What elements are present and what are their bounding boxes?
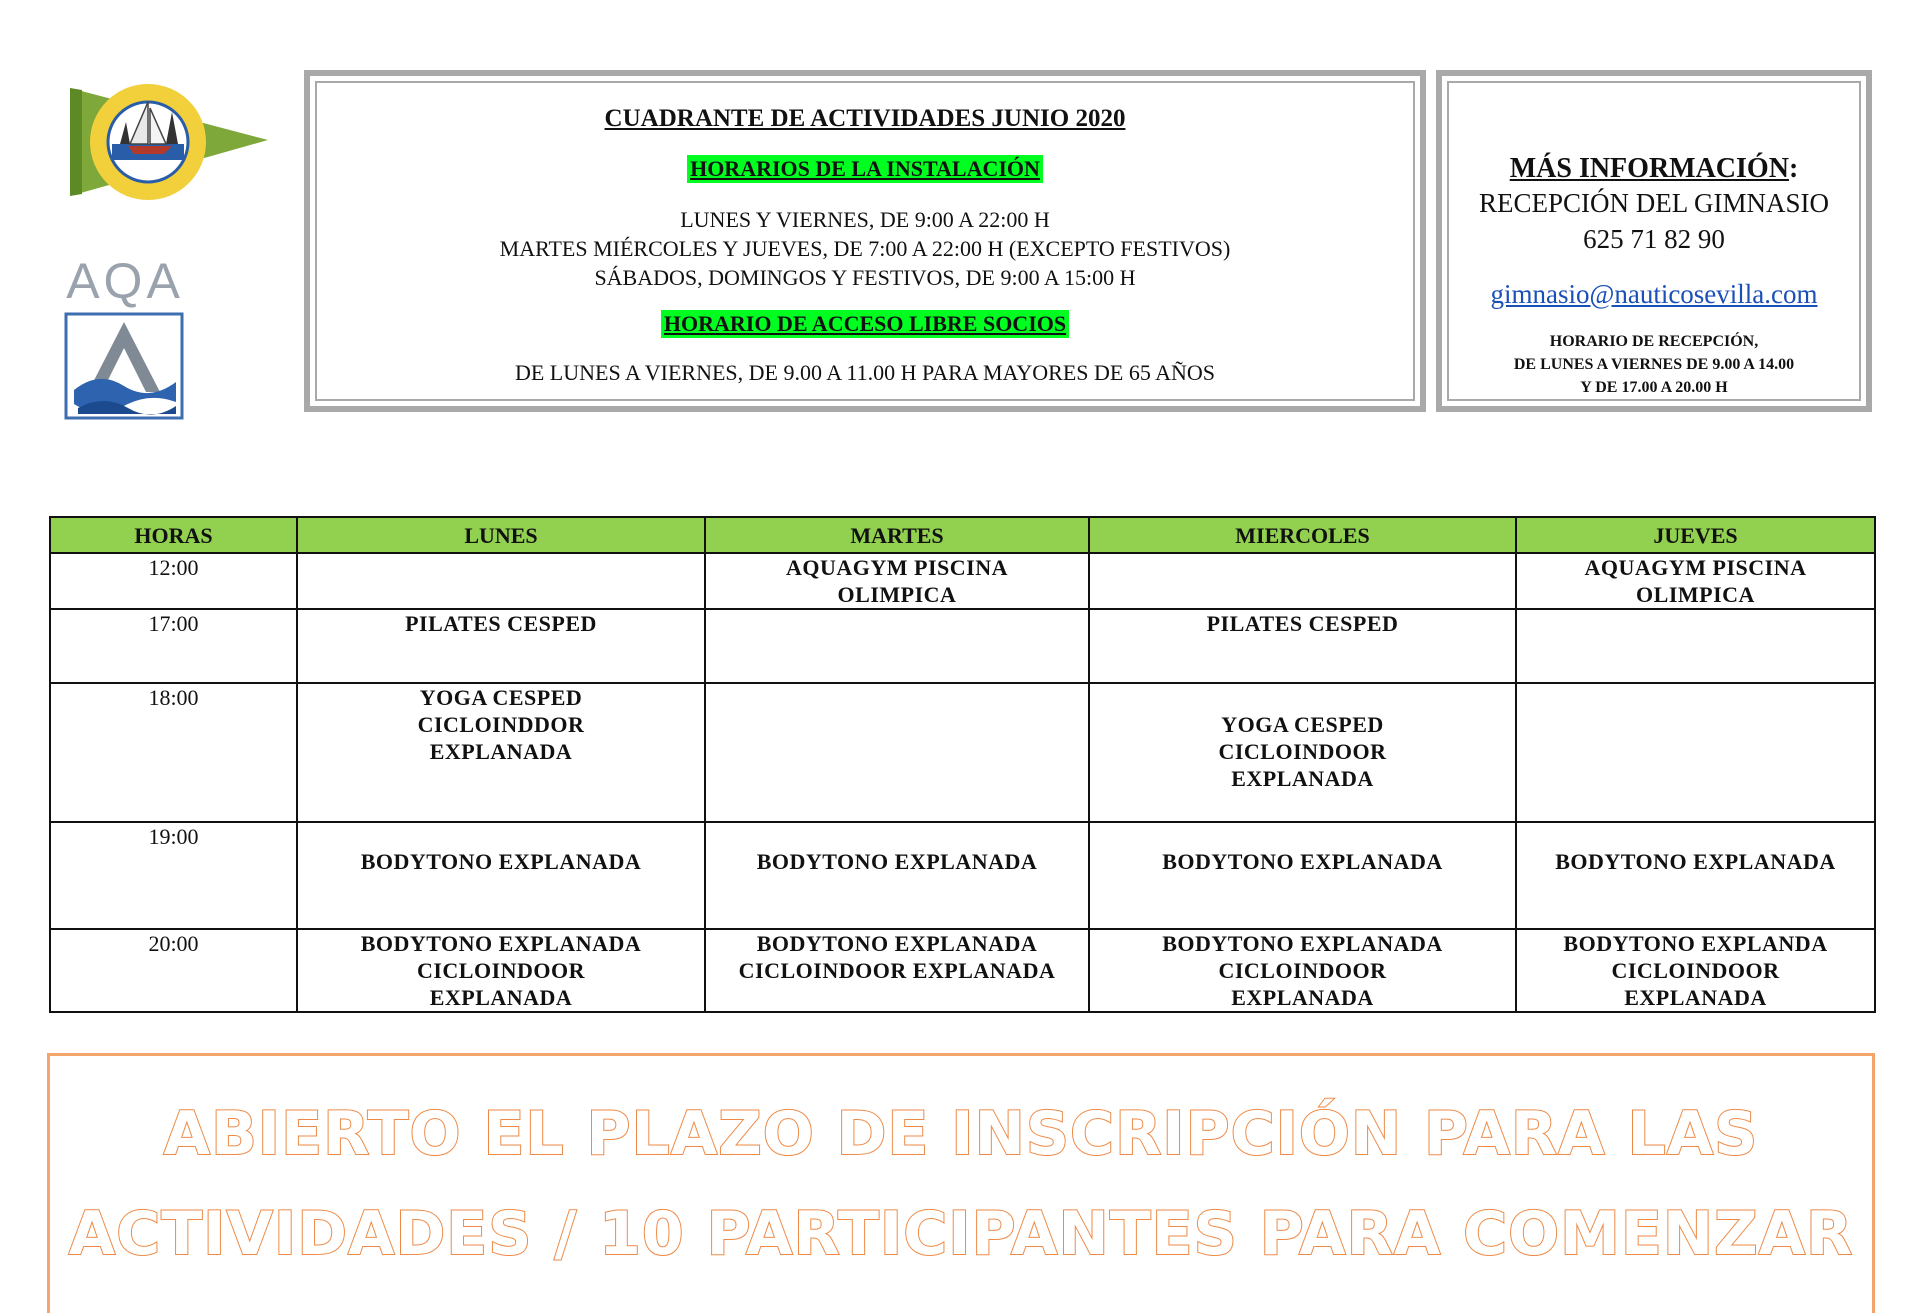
activity-line: BODYTONO EXPLANADA — [756, 849, 1038, 874]
activity-line: EXPLANADA — [1624, 985, 1767, 1010]
activity-line: CICLOINDOOR — [416, 958, 586, 983]
installation-hours-list — [317, 205, 1413, 292]
activity-cell — [1089, 822, 1516, 929]
hour-cell: 12:00 — [50, 553, 297, 609]
activity-line: CICLOINDOOR — [1611, 958, 1780, 983]
activity-cell — [1089, 609, 1516, 683]
activity-line: CICLOINDOOR — [1218, 739, 1387, 764]
activity-cell — [705, 609, 1089, 683]
activity-cell — [705, 822, 1089, 929]
activity-line: CICLOINDOOR — [1218, 958, 1387, 983]
aqa-wave-icon — [64, 312, 184, 420]
activity-line: EXPLANADA — [1231, 985, 1374, 1010]
activities-schedule-table — [49, 516, 1876, 1013]
header-lunes: LUNES — [297, 517, 705, 553]
table-row — [50, 929, 1875, 1012]
free-access-heading: HORARIO DE ACCESO LIBRE SOCIOS — [661, 310, 1069, 338]
activity-cell — [1089, 553, 1516, 609]
table-row — [50, 683, 1875, 822]
activity-line: CICLOINDDOR — [417, 712, 585, 737]
aqa-logo — [60, 253, 190, 426]
reception-hours — [1449, 330, 1859, 399]
reception-hours-line: DE LUNES A VIERNES DE 9.00 A 14.00 — [1513, 356, 1795, 373]
activity-cell — [1516, 553, 1875, 609]
activity-cell — [1516, 609, 1875, 683]
activity-line: BODYTONO EXPLANDA — [1563, 931, 1828, 956]
activity-line: EXPLANADA — [429, 985, 573, 1010]
table-row — [50, 553, 1875, 609]
activity-line: BODYTONO EXPLANADA — [756, 931, 1038, 956]
activity-cell — [705, 929, 1089, 1012]
activity-cell — [297, 683, 705, 822]
hour-cell: 19:00 — [50, 822, 297, 929]
aqa-logo-text: AQA — [66, 253, 184, 309]
banner-line: ACTIVIDADES / 10 PARTICIPANTES PARA COMENZAR — [68, 1199, 1854, 1269]
activity-line: CICLOINDOOR EXPLANADA — [738, 958, 1056, 983]
activity-line: PILATES CESPED — [405, 611, 597, 636]
table-header-row — [50, 517, 1875, 553]
activity-line: BODYTONO EXPLANADA — [1162, 849, 1443, 874]
table-row — [50, 822, 1875, 929]
activity-cell — [297, 609, 705, 683]
activity-cell — [705, 553, 1089, 609]
contact-title-colon: : — [1788, 153, 1799, 184]
club-nautico-logo — [68, 82, 278, 206]
phone-number: 625 71 82 90 — [1583, 224, 1725, 254]
reception-hours-line: Y DE 17.00 A 20.00 H — [1580, 379, 1728, 396]
table-row — [50, 609, 1875, 683]
activity-cell — [297, 822, 705, 929]
activity-cell — [297, 553, 705, 609]
banner-line: ABIERTO EL PLAZO DE INSCRIPCIÓN PARA LAS — [163, 1099, 1759, 1169]
activity-cell — [705, 683, 1089, 822]
installation-hours-heading: HORARIOS DE LA INSTALACIÓN — [687, 155, 1043, 183]
activity-line: OLIMPICA — [1636, 582, 1755, 607]
activity-cell — [297, 929, 705, 1012]
hour-cell: 17:00 — [50, 609, 297, 683]
email-link[interactable]: gimnasio@nauticosevilla.com — [1490, 279, 1818, 309]
header-miercoles: MIERCOLES — [1089, 517, 1516, 553]
reception-hours-line: HORARIO DE RECEPCIÓN, — [1549, 333, 1759, 350]
contact-title — [1449, 153, 1859, 185]
header-horas: HORAS — [50, 517, 297, 553]
activity-line: EXPLANADA — [429, 739, 573, 764]
header-jueves: JUEVES — [1516, 517, 1875, 553]
activities-info-box — [304, 70, 1426, 412]
activity-cell — [1516, 683, 1875, 822]
installation-hours-line: SÁBADOS, DOMINGOS Y FESTIVOS, DE 9:00 A 15:00 H — [594, 265, 1136, 290]
activity-line: BODYTONO EXPLANADA — [1162, 931, 1443, 956]
page-title: CUADRANTE DE ACTIVIDADES JUNIO 2020 — [604, 105, 1126, 132]
activity-line: YOGA CESPED — [1221, 712, 1384, 737]
contact-info-box — [1436, 70, 1872, 412]
activity-cell — [1516, 822, 1875, 929]
free-access-text: DE LUNES A VIERNES, DE 9.00 A 11.00 H PARA MAYORES DE 65 AÑOS — [514, 360, 1216, 385]
activity-line: BODYTONO EXPLANADA — [360, 931, 642, 956]
header-martes: MARTES — [705, 517, 1089, 553]
activity-line: BODYTONO EXPLANADA — [1555, 849, 1836, 874]
activity-line: BODYTONO EXPLANADA — [360, 849, 642, 874]
activity-line: AQUAGYM PISCINA — [1584, 555, 1807, 580]
registration-banner — [47, 1053, 1875, 1313]
contact-title-text: MÁS INFORMACIÓN — [1509, 153, 1789, 184]
activity-cell — [1089, 683, 1516, 822]
activity-cell — [1516, 929, 1875, 1012]
activity-line: PILATES CESPED — [1206, 611, 1399, 636]
reception-label: RECEPCIÓN DEL GIMNASIO — [1479, 188, 1829, 218]
installation-hours-line: LUNES Y VIERNES, DE 9:00 A 22:00 H — [680, 207, 1050, 232]
hour-cell: 20:00 — [50, 929, 297, 1012]
activity-cell — [1089, 929, 1516, 1012]
installation-hours-line: MARTES MIÉRCOLES Y JUEVES, DE 7:00 A 22:00 H (EXCEPTO FESTIVOS) — [499, 236, 1231, 261]
activity-line: YOGA CESPED — [419, 685, 583, 710]
activity-line: OLIMPICA — [837, 582, 957, 607]
activity-line: AQUAGYM PISCINA — [786, 555, 1008, 580]
hour-cell: 18:00 — [50, 683, 297, 822]
activity-line: EXPLANADA — [1231, 766, 1374, 791]
